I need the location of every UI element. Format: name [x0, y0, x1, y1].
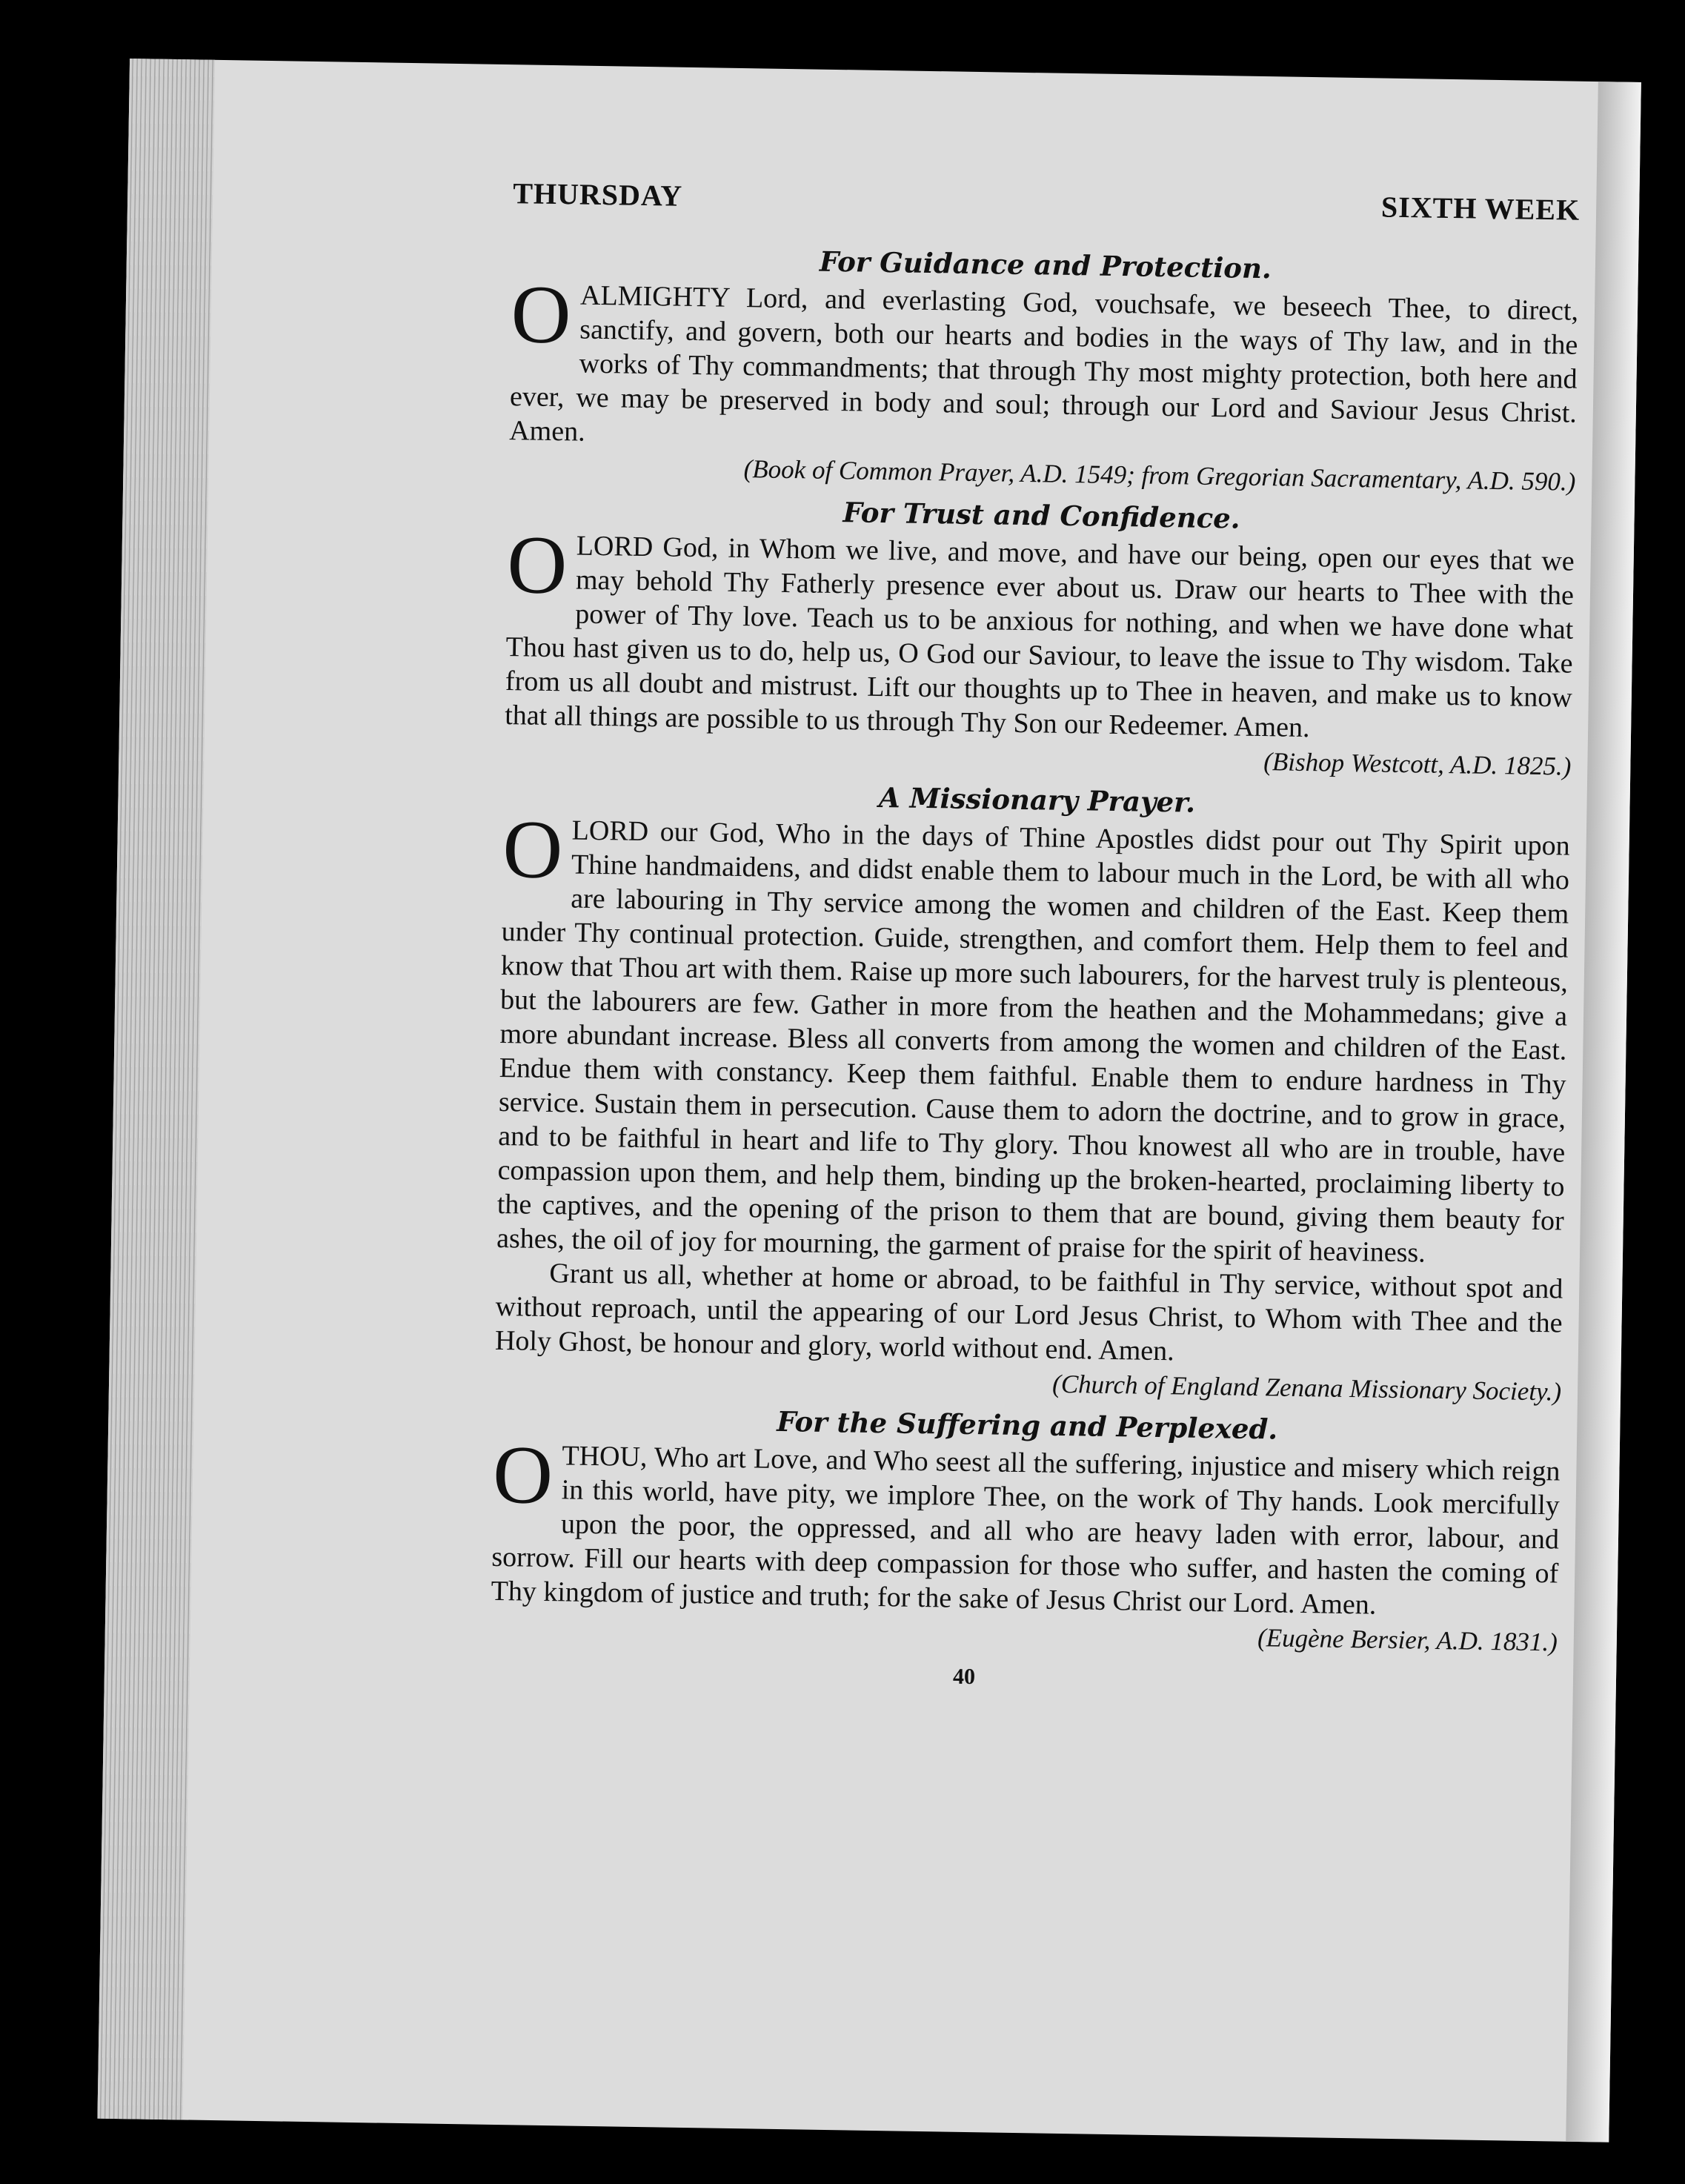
prayer-body-continued — [495, 1255, 1563, 1375]
prayer-attribution: (Eugène Bersier, A.D. 1831.) — [1257, 1623, 1558, 1657]
drop-cap: O — [502, 803, 564, 897]
page-edges — [97, 59, 215, 2120]
prayer-attribution: (Bishop Westcott, A.D. 1825.) — [1263, 747, 1572, 781]
prayer-attribution: (Church of England Zenana Missionary Society.) — [1051, 1369, 1562, 1407]
running-head-right: SIXTH WEEK — [1380, 190, 1581, 227]
prayer-text: ALMIGHTY Lord, and everlasting God, vouchsafe, we beseech Thee, to direct, sanctify, and govern, both our hearts and bodies in the ways of Thy law, and in the works of Thy commandments; that through Thy most mighty protection, both here and ever, we may be preserved in body and soul; through our Lord and Saviour Jesus Christ. Amen. — [508, 279, 1579, 448]
drop-cap: O — [506, 519, 568, 612]
drop-cap: O — [492, 1428, 554, 1522]
prayer-trust — [504, 491, 1575, 783]
prayer-body — [491, 1428, 1561, 1625]
prayer-heading: A Missionary Prayer. — [878, 780, 1196, 819]
prayer-heading: For Guidance and Protection. — [819, 245, 1272, 285]
book-page — [97, 59, 1641, 2142]
prayer-body — [508, 268, 1579, 465]
prayer-body — [496, 803, 1571, 1272]
prayer-body — [504, 519, 1575, 749]
facing-page-edge — [1566, 82, 1641, 2142]
prayer-suffering — [491, 1401, 1561, 1659]
prayer-missionary — [494, 775, 1571, 1409]
text-block — [490, 176, 1581, 1699]
prayer-text: LORD our God, Who in the days of Thine Apostles didst pour out Thy Spirit upon Thine handmaidens, and didst enable them to labour much in the Lord, be with all who are labouring in Thy service among the women and children of the East. Keep them under Thy continual protection. Guide, strengthen, and comfort them. Help them to feel and know that Thou art with them. Raise up more such labourers, for the harvest truly is plenteous, but the labourers are few. Gather in more from the heathen and the Mohammedans; give a more abundant increase. Bless all converts from among the women and children of the East. Endue them with constancy. Keep them faithful. Enable them to endure hardness in Thy service. Sustain them in persecution. Cause them to adorn the doctrine, and to grow in grace, and to be faithful in heart and life to Thy glory. Thou knowest all who are in trouble, have compassion upon them, and help them, binding up the broken-hearted, proclaiming liberty to the captives, and the opening of the prison to them that are bound, giving them beauty for ashes, the oil of joy for mourning, the garment of praise for the spirit of heaviness. — [496, 814, 1571, 1269]
running-head — [513, 176, 1581, 228]
prayer-text: Grant us all, whether at home or abroad, to be faithful in Thy service, without spot and without reproach, until the appearing of our Lord Jesus Christ, to Whom with Thee and the Holy Ghost, be honour and glory, world without end. Amen. — [494, 1258, 1563, 1367]
page-number: 40 — [952, 1664, 976, 1690]
prayer-attribution: (Book of Common Prayer, A.D. 1549; from Gregorian Sacramentary, A.D. 590.) — [743, 454, 1576, 497]
prayer-guidance — [508, 240, 1579, 499]
running-head-left: THURSDAY — [512, 176, 683, 213]
prayer-heading: For Trust and Confidence. — [842, 496, 1240, 535]
prayer-heading: For the Suffering and Perplexed. — [777, 1404, 1278, 1446]
drop-cap: O — [510, 268, 572, 362]
prayer-text: THOU, Who art Love, and Who seest all the suffering, injustice and misery which reign in this world, have pity, we implore Thee, on the work of Thy hands. Look mercifully upon the poor, the oppressed, and all who are heavy laden with error, labour, and sorrow. Fill our hearts with deep compassion for those who suffer, and hasten the coming of Thy kingdom of justice and truth; for the sake of Jesus Christ our Lord. Amen. — [491, 1440, 1561, 1621]
prayer-text: LORD God, in Whom we live, and move, and have our being, open our eyes that we may behold Thy Fatherly presence ever about us. Draw our hearts to Thee with the power of Thy love. Teach us to be anxious for nothing, and when we have done what Thou hast given us to do, help us, O God our Saviour, to leave the issue to Thy wisdom. Take from us all doubt and mistrust. Lift our thoughts up to Thee in heaven, and make us to know that all things are possible to us through Thy Son our Redeemer. Amen. — [504, 530, 1575, 744]
